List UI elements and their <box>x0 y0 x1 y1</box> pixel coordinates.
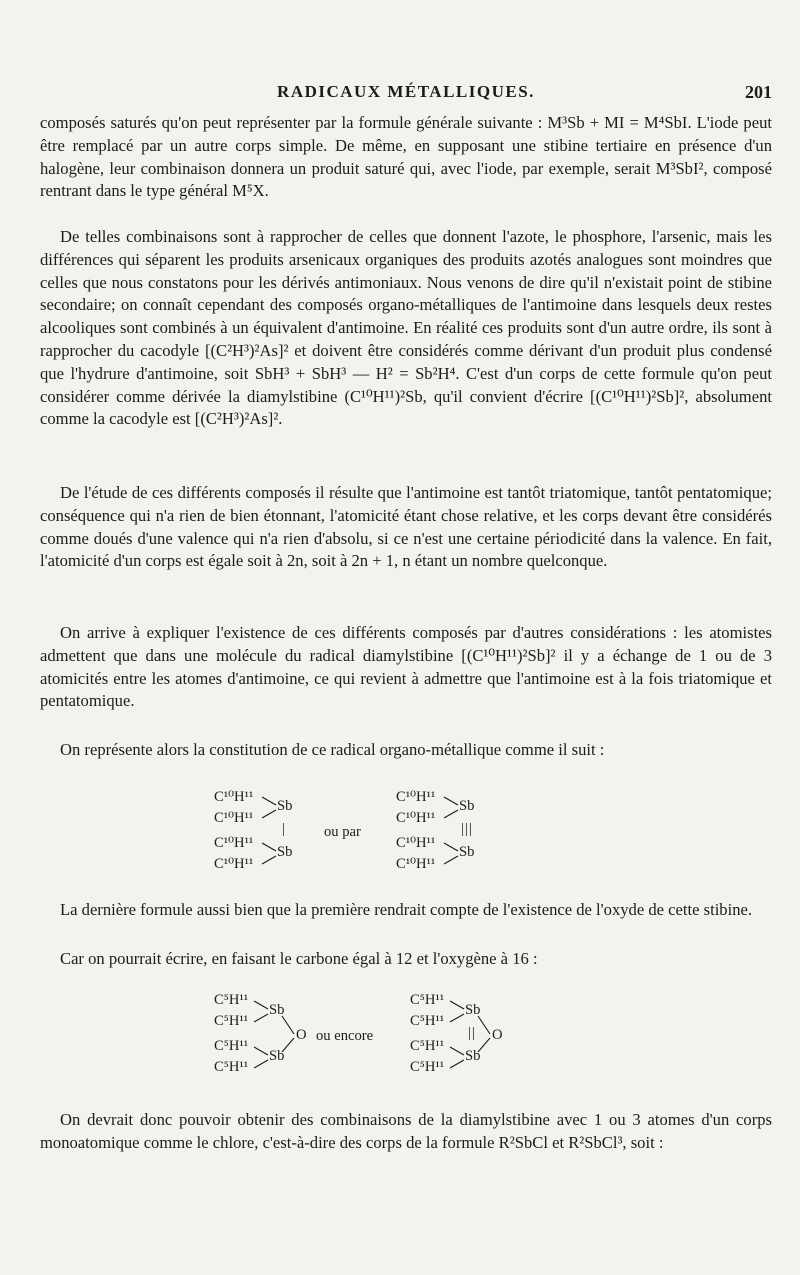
triple-bond: ||| <box>461 821 473 837</box>
oxygen-left: O <box>296 1027 307 1043</box>
metal-left-bottom: Sb <box>277 844 293 860</box>
single-bond: | <box>282 821 285 837</box>
formula-stibine-oxide <box>214 992 534 1092</box>
metal-left-top: Sb <box>277 798 293 814</box>
formula-diamylstibine <box>212 788 532 888</box>
running-title: RADICAUX MÉTALLIQUES. <box>277 82 535 101</box>
group-right-4: C¹⁰H¹¹ <box>396 856 436 872</box>
metal-right-top: Sb <box>459 798 475 814</box>
group-left-2: C¹⁰H¹¹ <box>214 810 254 826</box>
oxide-group-right-3: C⁵H¹¹ <box>410 1038 445 1054</box>
page-number: 201 <box>745 82 772 102</box>
group-right-1: C¹⁰H¹¹ <box>396 789 436 805</box>
connector-ou-encore: ou encore <box>316 1028 374 1044</box>
group-left-4: C¹⁰H¹¹ <box>214 856 254 872</box>
oxide-group-left-1: C⁵H¹¹ <box>214 992 249 1008</box>
group-left-1: C¹⁰H¹¹ <box>214 789 254 805</box>
group-right-2: C¹⁰H¹¹ <box>396 810 436 826</box>
oxide-group-right-4: C⁵H¹¹ <box>410 1059 445 1075</box>
oxide-group-left-4: C⁵H¹¹ <box>214 1059 249 1075</box>
oxide-group-left-2: C⁵H¹¹ <box>214 1013 249 1029</box>
oxide-metal-left-bottom: Sb <box>269 1048 285 1064</box>
double-bond: || <box>468 1025 476 1041</box>
oxide-metal-right-bottom: Sb <box>465 1048 481 1064</box>
paragraph-3: De l'étude de ces différents composés il résulte que l'antimoine est tantôt triatomique, tantôt pentatomique; conséquence qui n'a rien de bien étonnant, l'atomicité étant chose relative, et les corps devant être considérés comme doués d'une valence qui n'a rien d'absolu, si ce n'est une certaine périodicité dans la valence. En fait, l'atomicité d'un corps est égale soit à 2n, soit à 2n + 1, n étant un nombre quelconque. <box>40 483 772 571</box>
group-right-3: C¹⁰H¹¹ <box>396 835 436 851</box>
oxide-metal-left-top: Sb <box>269 1002 285 1018</box>
page-header <box>40 82 772 106</box>
paragraph-1: composés saturés qu'on peut représenter par la formule générale suivante : M³Sb + MI = M⁴SbI. L'iode peut être remplacé par un autre corps simple. De même, en supposant une stibine tertiaire en présence d'un halogène, leur combinaison donnera un produit saturé qui, avec l'iode, par exemple, serait M³SbI², composé rentrant dans le type général M⁵X. <box>40 113 772 201</box>
oxide-metal-right-top: Sb <box>465 1002 481 1018</box>
paragraph-5: On représente alors la constitution de ce radical organo-métallique comme il suit : <box>60 740 605 759</box>
paragraph-7: Car on pourrait écrire, en faisant le carbone égal à 12 et l'oxygène à 16 : <box>60 949 538 968</box>
paragraph-2: De telles combinaisons sont à rapprocher de celles que donnent l'azote, le phosphore, l'arsenic, mais les différences qui séparent les produits arsenicaux organiques des produits azotés analogues sont moindres que celles que nous constatons pour les dérivés antimoniaux. Nous venons de dire qu'il n'existait point de stibine secondaire; on connaît cependant des composés organo-métalliques de l'antimoine dans lesquels deux restes alcooliques sont combinés à un équivalent d'antimoine. En réalité ces produits sont d'un autre ordre, ils sont à rapprocher du cacodyle [(C²H³)²As]² et doivent être considérés comme dérivant d'un produit plus condensé que l'hydrure d'antimoine, soit SbH³ + SbH³ — H² = Sb²H⁴. C'est d'un corps de cette formule qu'on peut considérer comme dérivée la diamylstibine (C¹⁰H¹¹)²Sb, qu'il convient d'écrire [(C¹⁰H¹¹)²Sb]², absolument comme la cacodyle est [(C²H³)²As]². <box>40 227 772 429</box>
paragraph-8: On devrait donc pouvoir obtenir des combinaisons de la diamylstibine avec 1 ou 3 atomes d'un corps monoatomique comme le chlore, c'est-à-dire des corps de la formule R²SbCl et R²SbCl³, soit : <box>40 1110 772 1152</box>
oxide-group-left-3: C⁵H¹¹ <box>214 1038 249 1054</box>
connector-ou-par: ou par <box>324 824 361 840</box>
metal-right-bottom: Sb <box>459 844 475 860</box>
formula-2-bond-lines <box>214 992 534 1092</box>
group-left-3: C¹⁰H¹¹ <box>214 835 254 851</box>
formula-1-bond-lines <box>212 788 532 888</box>
oxygen-right: O <box>492 1027 503 1043</box>
oxide-group-right-1: C⁵H¹¹ <box>410 992 445 1008</box>
oxide-group-right-2: C⁵H¹¹ <box>410 1013 445 1029</box>
paragraph-4: On arrive à expliquer l'existence de ces différents composés par d'autres considérations : les atomistes admettent que dans une molécule du radical diamylstibine [(C¹⁰H¹¹)²Sb]² il y a échange de 1 ou de 3 atomicités entre les atomes d'antimoine, ce qui revient à admettre que l'antimoine est à la fois triatomique et pentatomique. <box>40 623 772 711</box>
paragraph-6: La dernière formule aussi bien que la première rendrait compte de l'existence de l'oxyde de cette stibine. <box>60 900 753 919</box>
